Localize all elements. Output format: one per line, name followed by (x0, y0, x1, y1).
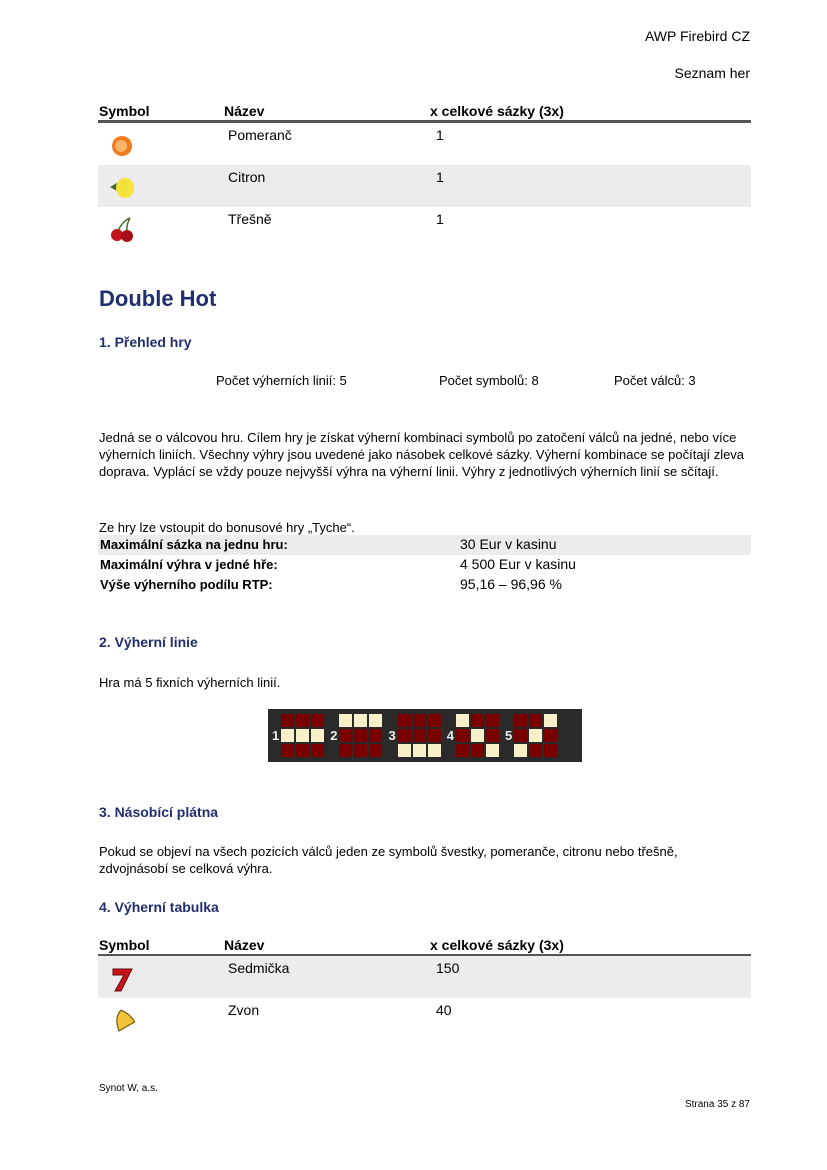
game-title: Double Hot (99, 286, 217, 311)
payline-cell (486, 714, 499, 727)
payline-grid (281, 714, 324, 757)
payline-4 (447, 714, 499, 757)
col-multiplier: x celkové sázky (3x) (430, 937, 564, 953)
payline-cell (339, 729, 352, 742)
payline-cell (339, 744, 352, 757)
payline-cell (398, 714, 411, 727)
payline-cell (529, 744, 542, 757)
payline-number: 4 (446, 728, 454, 743)
payline-cell (486, 729, 499, 742)
symbol-value: 1 (436, 169, 444, 185)
section-title: Seznam her (674, 65, 750, 81)
payline-cell (281, 714, 294, 727)
payline-cell (428, 729, 441, 742)
col-name: Název (224, 937, 265, 953)
payline-number: 1 (272, 728, 280, 743)
payline-cell (281, 744, 294, 757)
payline-cell (369, 744, 382, 757)
paylines-text: Hra má 5 fixních výherních linií. (99, 675, 281, 690)
paylines-image (268, 709, 582, 762)
orange-icon (108, 131, 136, 159)
payline-cell (296, 714, 309, 727)
payline-number: 2 (330, 728, 338, 743)
cherry-icon (108, 215, 136, 243)
info-row: Maximální výhra v jedné hře: 4 500 Eur v kasinu (100, 556, 576, 572)
payline-cell (339, 714, 352, 727)
section-heading: 3. Násobící plátna (99, 804, 219, 820)
payline-cell (514, 744, 527, 757)
paylines-count: Počet výherních linií: 5 (216, 373, 347, 388)
payline-cell (529, 714, 542, 727)
payline-cell (369, 714, 382, 727)
table-row (98, 207, 751, 249)
symbol-name: Pomeranč (228, 127, 292, 143)
payline-cell (456, 729, 469, 742)
payline-cell (544, 729, 557, 742)
symbol-value: 1 (436, 127, 444, 143)
payline-cell (354, 714, 367, 727)
payline-cell (281, 729, 294, 742)
payline-number: 3 (388, 728, 396, 743)
payline-cell (354, 744, 367, 757)
lemon-icon (108, 173, 136, 201)
payline-cell (428, 744, 441, 757)
payline-cell (486, 744, 499, 757)
overview-paragraph: Jedná se o válcovou hru. Cílem hry je získat výherní kombinaci symbolů po zatočení válců na jedné, nebo více výherních liniích. Všechny výhry jsou uvedené jako násobek celkové sázky. Výherní kombinace se počítají zleva doprava. Vyplácí se vždy pouze nejvyšší výhra na výherní linii. Výhry z jednotlivých výherních linií se sčítají. (99, 430, 745, 479)
bell-icon (108, 1006, 136, 1034)
table-row (98, 956, 751, 998)
payline-cell (413, 744, 426, 757)
reels-count: Počet válců: 3 (614, 373, 696, 388)
payline-cell (398, 744, 411, 757)
payline-grid (456, 714, 499, 757)
payline-cell (428, 714, 441, 727)
payline-cell (544, 714, 557, 727)
payline-cell (529, 729, 542, 742)
table-row (98, 998, 751, 1040)
col-multiplier: x celkové sázky (3x) (430, 103, 564, 119)
payline-number: 5 (504, 728, 513, 743)
payline-3 (388, 714, 440, 757)
symbol-value: 1 (436, 211, 444, 227)
section-heading: 2. Výherní linie (99, 634, 198, 650)
payline-cell (311, 744, 324, 757)
payline-cell (311, 729, 324, 742)
info-row: Maximální sázka na jednu hru: 30 Eur v kasinu (98, 535, 751, 555)
section-heading: 1. Přehled hry (99, 334, 192, 350)
table-row (98, 165, 751, 207)
section-heading: 4. Výherní tabulka (99, 899, 219, 915)
payline-cell (471, 744, 484, 757)
symbol-name: Zvon (228, 1002, 260, 1018)
symbol-name: Citron (228, 169, 266, 185)
payline-cell (296, 744, 309, 757)
symbol-name: Sedmička (228, 960, 290, 976)
payline-cell (544, 744, 557, 757)
payline-grid (339, 714, 382, 757)
footer-company: Synot W, a.s. (99, 1083, 158, 1094)
payline-cell (514, 729, 527, 742)
multiplier-text: Pokud se objeví na všech pozicích válců jeden ze symbolů švestky, pomeranče, citronu nebo třešně, zdvojnásobí se celková výhra. (99, 844, 678, 876)
payline-1 (272, 714, 324, 757)
payline-grid (514, 714, 557, 757)
payline-cell (471, 714, 484, 727)
payline-cell (369, 729, 382, 742)
payline-cell (456, 744, 469, 757)
payline-grid (398, 714, 441, 757)
col-name: Název (224, 103, 265, 119)
seven-icon (108, 964, 136, 992)
payline-cell (456, 714, 469, 727)
payline-cell (311, 714, 324, 727)
symbol-name: Třešně (228, 211, 272, 227)
payline-cell (296, 729, 309, 742)
payline-2 (330, 714, 382, 757)
col-symbol: Symbol (99, 937, 150, 953)
symbols-count: Počet symbolů: 8 (439, 373, 539, 388)
payline-cell (398, 729, 411, 742)
col-symbol: Symbol (99, 103, 150, 119)
payline-cell (413, 729, 426, 742)
bonus-text: Ze hry lze vstoupit do bonusové hry „Tyche“. (99, 520, 355, 535)
symbol-value: 40 (436, 1002, 452, 1018)
payline-cell (354, 729, 367, 742)
payline-cell (413, 714, 426, 727)
symbol-value: 150 (436, 960, 460, 976)
payline-cell (514, 714, 527, 727)
info-row: Výše výherního podílu RTP: 95,16 – 96,96 % (100, 576, 562, 592)
payline-cell (471, 729, 484, 742)
page-number: Strana 35 z 87 (684, 1099, 750, 1110)
table-row (98, 123, 751, 165)
payline-5 (505, 714, 557, 757)
doc-title: AWP Firebird CZ (644, 28, 750, 44)
